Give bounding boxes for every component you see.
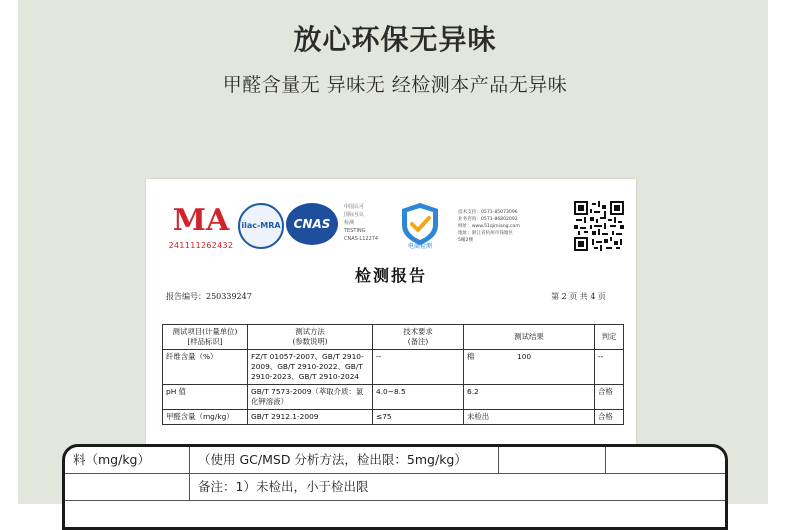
page-title: 放心环保无异味 — [293, 23, 497, 56]
cell-result — [464, 410, 595, 425]
cell-item: 纤维含量（%） — [163, 350, 248, 385]
cma-logo — [168, 201, 234, 255]
cell-item: pH 值 — [163, 385, 248, 410]
cell-result — [464, 350, 595, 385]
header-result — [464, 325, 595, 350]
header-text: (参数说明) — [292, 337, 328, 346]
header-text: 测试方法 — [295, 327, 325, 336]
magnified-table-overlay — [62, 444, 728, 530]
cnas-line: CNAS L12274 — [344, 236, 379, 242]
table-row — [163, 350, 624, 385]
header-requirement — [373, 325, 464, 350]
result-label: 未检出 — [467, 412, 490, 421]
cnas-side-text — [344, 203, 388, 243]
table-row — [65, 474, 728, 501]
report-number — [166, 291, 252, 302]
cnas-line: 国际互认 — [344, 212, 365, 218]
cell-result — [464, 385, 595, 410]
cnas-line: 中国认可 — [344, 204, 365, 210]
overlay-note: 备注：1）未检出，小于检出限 — [190, 474, 729, 501]
overlay-empty-cell — [65, 474, 190, 501]
results-table — [162, 324, 624, 425]
certification-logos — [168, 201, 618, 257]
cell-requirement: 4.0~8.5 — [373, 385, 464, 410]
contact-line: 网址：www.51qimiang.com — [458, 224, 520, 229]
table-row — [163, 410, 624, 425]
cma-code: 241111262432 — [168, 241, 234, 250]
cnas-logo: CNAS — [286, 203, 338, 245]
report-number-value: 250339247 — [206, 292, 252, 301]
contact-info — [458, 209, 568, 244]
magnified-table — [65, 447, 728, 501]
overlay-method: （使用 GC/MSD 分析方法，检出限：5mg/kg） — [190, 447, 499, 474]
cnas-line: TESTING — [344, 228, 366, 234]
cell-verdict: 合格 — [595, 410, 624, 425]
cell-verdict: 合格 — [595, 385, 624, 410]
header-text: 判定 — [601, 332, 617, 341]
header-method — [248, 325, 373, 350]
header-text: [样品标识] — [187, 337, 223, 346]
cell-verdict: -- — [595, 350, 624, 385]
header-item — [163, 325, 248, 350]
contact-line: 地址：浙江省杭州市钱塘区 — [458, 231, 514, 236]
page-info: 第 2 页 共 4 页 — [551, 292, 606, 301]
cell-method: GB/T 2912.1-2009 — [248, 410, 373, 425]
header-text: 测试结果 — [514, 332, 544, 341]
ilac-mra-logo: ilac-MRA — [238, 203, 284, 249]
cell-requirement: -- — [373, 350, 464, 385]
cell-item: 甲醛含量（mg/kg） — [163, 410, 248, 425]
contact-line: 业务咨询：0571-86802092 — [458, 217, 518, 222]
header-verdict — [595, 325, 624, 350]
overlay-item: 料（mg/kg） — [65, 447, 190, 474]
cnas-line: 检测 — [344, 220, 355, 226]
result-label: 棉 — [467, 352, 475, 361]
table-header-row — [163, 325, 624, 350]
cell-method: GB/T 7573-2009（萃取介质：氯化钾溶液） — [248, 385, 373, 410]
report-number-label: 报告编号： — [166, 292, 206, 301]
page-subtitle: 甲醛含量无 异味无 经检测本产品无异味 — [222, 74, 568, 96]
shield-label: 电商检测 — [407, 243, 432, 250]
cma-logo-text: MA — [172, 203, 230, 238]
table-row — [65, 447, 728, 474]
cell-requirement: ≤75 — [373, 410, 464, 425]
qr-code-icon — [574, 201, 624, 251]
table-row — [163, 385, 624, 410]
result-value: 100 — [517, 352, 532, 361]
overlay-requirement — [499, 447, 606, 474]
contact-line: 技术支持：0571-85073096 — [458, 210, 518, 215]
report-title: 检测报告 — [354, 266, 427, 285]
cell-method: FZ/T 01057-2007、GB/T 2910-2009、GB/T 2910-2022、GB/T 2910-2023、GB/T 2910-2024 — [248, 350, 373, 385]
header-text: (备注) — [407, 337, 429, 346]
result-label: 6.2 — [467, 387, 479, 396]
header-text: 测试项目(计量单位) — [172, 327, 238, 336]
contact-line: 5幢2楼 — [458, 238, 474, 243]
header-text: 技术要求 — [403, 327, 433, 336]
overlay-result — [606, 447, 729, 474]
